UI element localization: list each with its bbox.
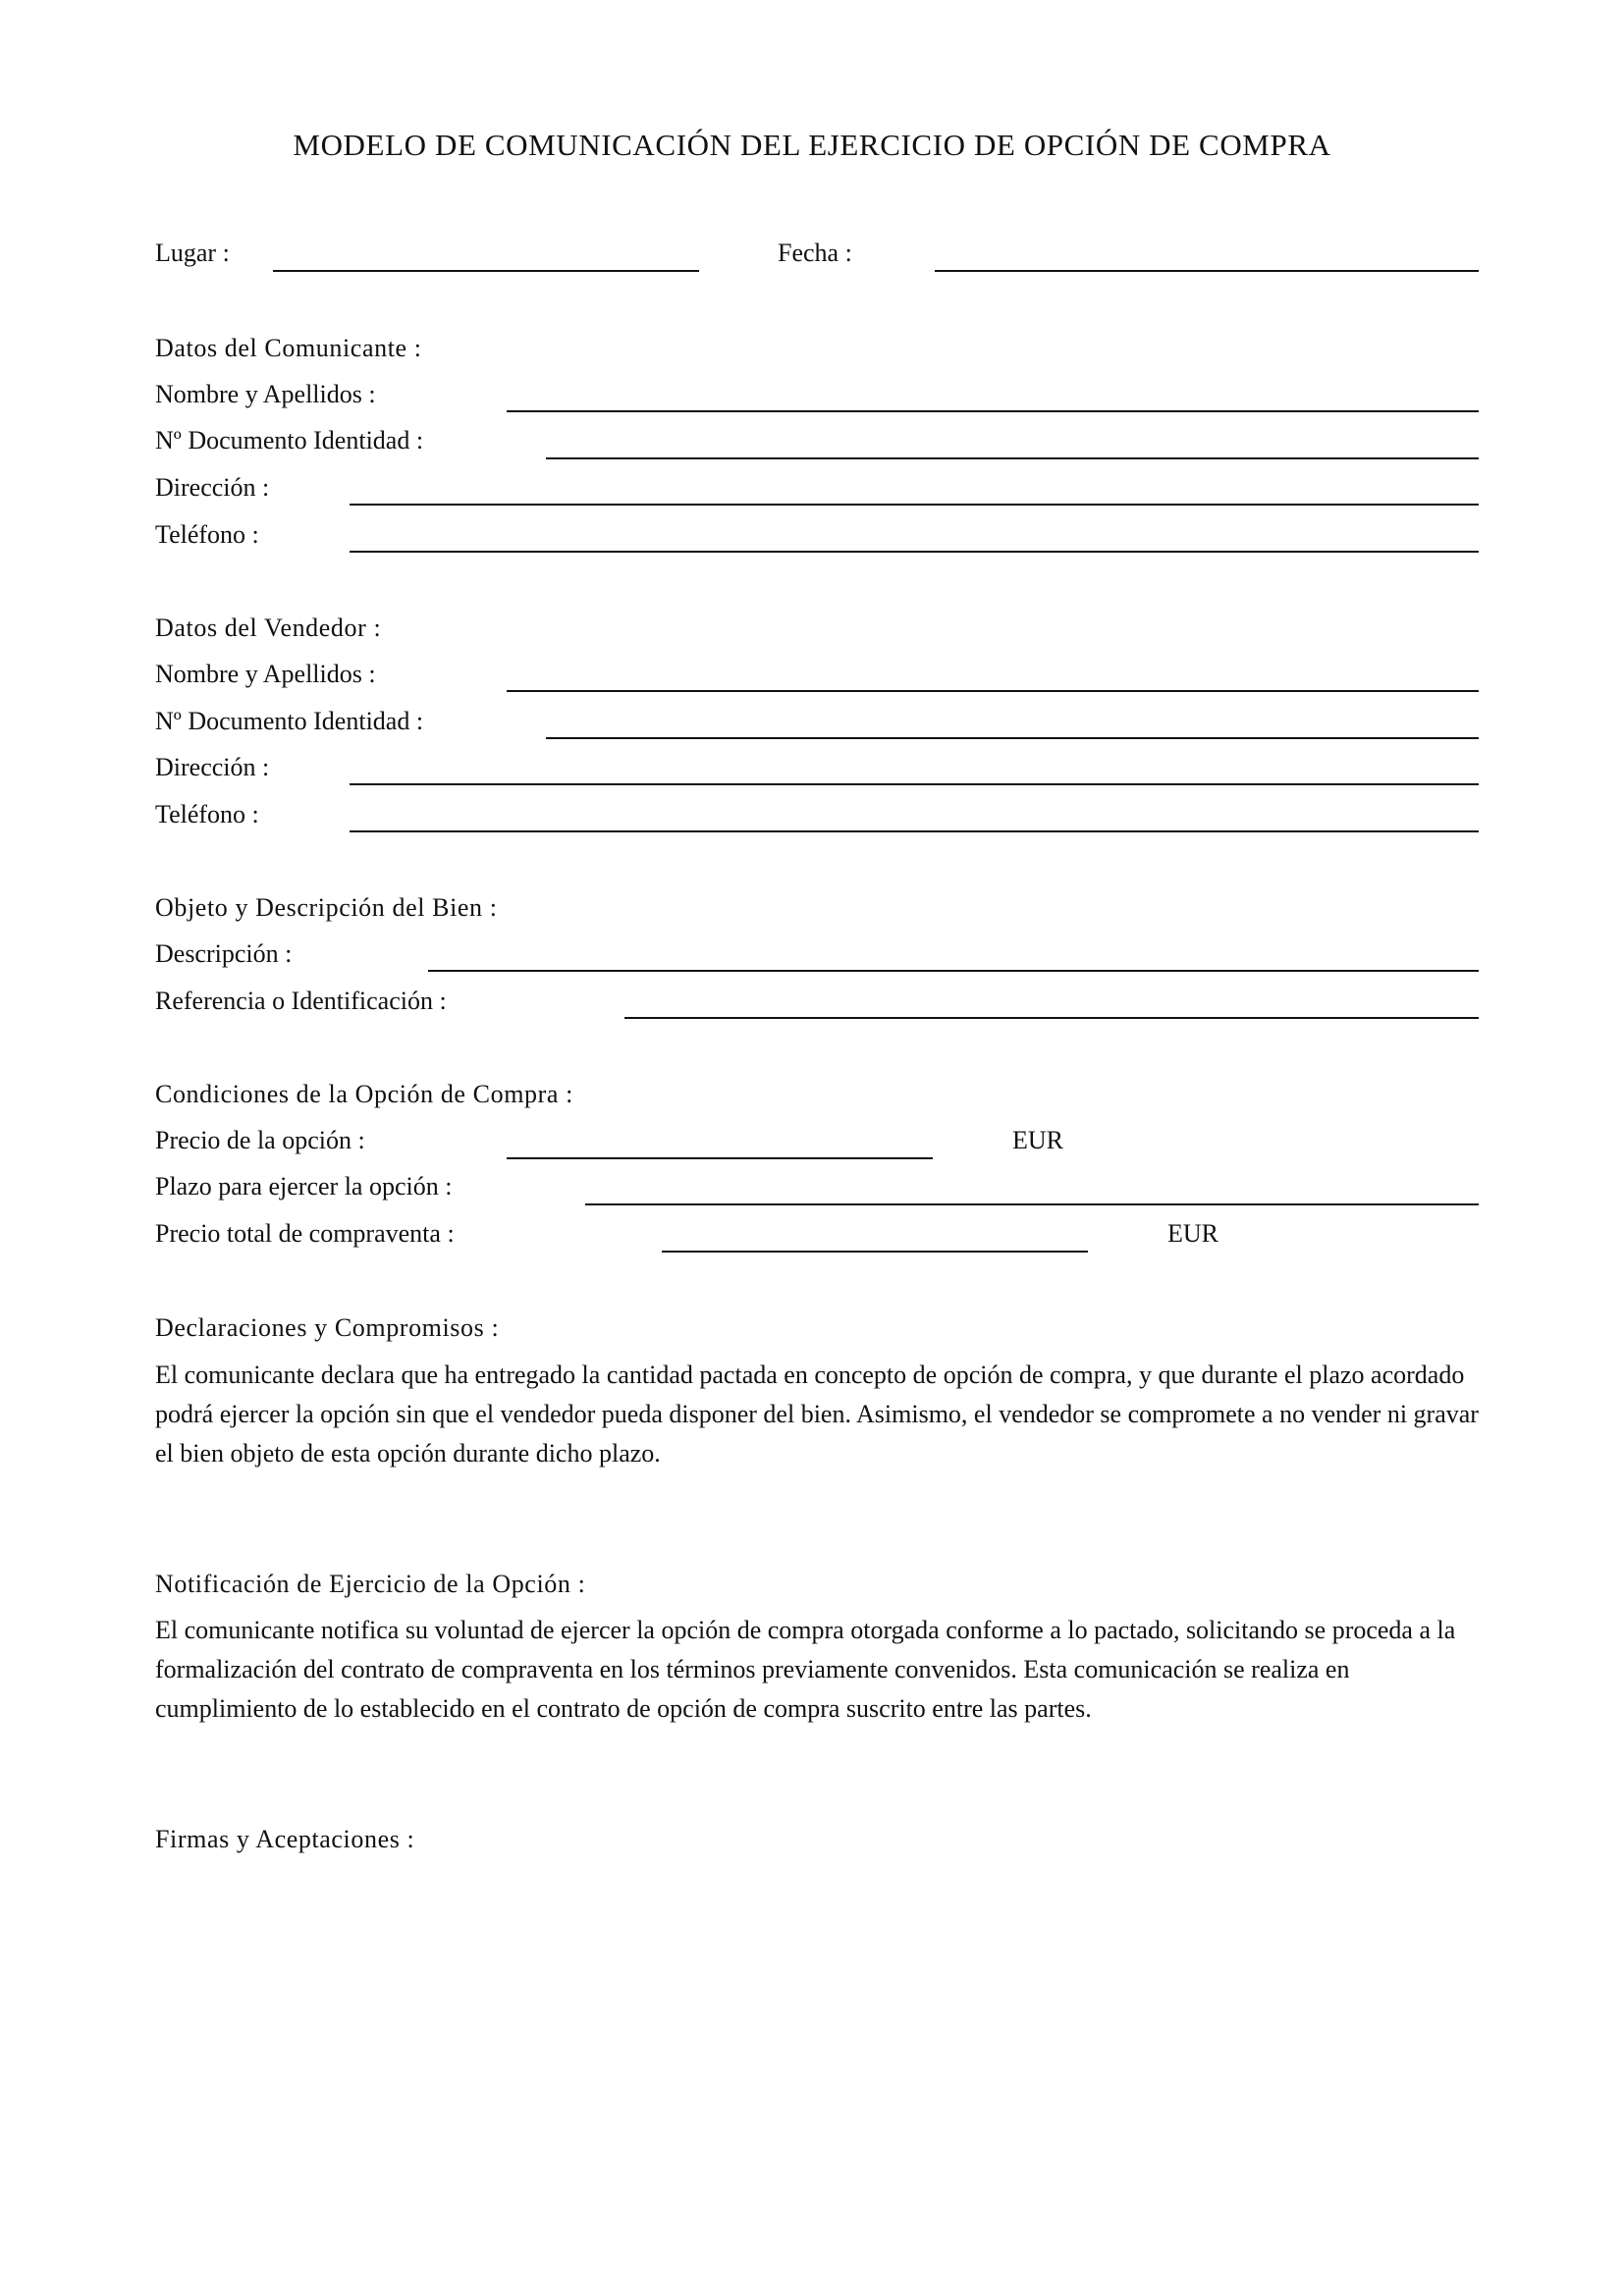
- plazo-label: Plazo para ejercer la opción :: [155, 1172, 453, 1201]
- vendedor-documento-label: Nº Documento Identidad :: [155, 707, 424, 735]
- comunicante-nombre-line[interactable]: [507, 410, 1479, 412]
- comunicante-documento-line[interactable]: [546, 457, 1479, 459]
- vendedor-telefono-label: Teléfono :: [155, 800, 259, 828]
- precio-total-label: Precio total de compraventa :: [155, 1219, 455, 1248]
- bien-referencia-line[interactable]: [624, 1017, 1479, 1019]
- precio-opcion-currency: EUR: [1012, 1126, 1063, 1154]
- lugar-label: Lugar :: [155, 239, 230, 267]
- vendedor-direccion-label: Dirección :: [155, 753, 270, 781]
- bien-referencia-label: Referencia o Identificación :: [155, 987, 447, 1015]
- precio-total-line[interactable]: [662, 1251, 1088, 1253]
- comunicante-nombre-label: Nombre y Apellidos :: [155, 380, 376, 408]
- comunicante-telefono-line[interactable]: [350, 551, 1479, 553]
- vendedor-direccion-line[interactable]: [350, 783, 1479, 785]
- notificacion-text: El comunicante notifica su voluntad de ejercer la opción de compra otorgada conforme a lo pactado, solicitando se proceda a la formalización del contrato de compraventa en los términos previamente convenidos. Esta comunicación se realiza en cumplimiento de lo establecido en el contrato de opción de compra suscrito entre las partes.: [155, 1616, 1456, 1723]
- vendedor-heading: Datos del Vendedor :: [155, 614, 382, 642]
- comunicante-heading: Datos del Comunicante :: [155, 334, 422, 362]
- vendedor-telefono-line[interactable]: [350, 830, 1479, 832]
- fecha-label: Fecha :: [778, 239, 852, 267]
- precio-total-currency: EUR: [1167, 1219, 1218, 1248]
- bien-descripcion-line[interactable]: [428, 970, 1479, 972]
- lugar-field-line[interactable]: [273, 270, 699, 272]
- bien-descripcion-label: Descripción :: [155, 939, 293, 968]
- precio-opcion-line[interactable]: [507, 1157, 933, 1159]
- vendedor-nombre-line[interactable]: [507, 690, 1479, 692]
- declaraciones-heading: Declaraciones y Compromisos :: [155, 1313, 500, 1342]
- notificacion-heading: Notificación de Ejercicio de la Opción :: [155, 1570, 586, 1598]
- fecha-field-line[interactable]: [935, 270, 1479, 272]
- vendedor-nombre-label: Nombre y Apellidos :: [155, 660, 376, 688]
- precio-opcion-label: Precio de la opción :: [155, 1126, 365, 1154]
- declaraciones-text: El comunicante declara que ha entregado la cantidad pactada en concepto de opción de compra, y que durante el plazo acordado podrá ejercer la opción sin que el vendedor pueda disponer del bien. Asimismo, el vendedor se compromete a no vender ni gravar el bien objeto de esta opción durante dicho plazo.: [155, 1361, 1479, 1468]
- comunicante-direccion-label: Dirección :: [155, 473, 270, 502]
- vendedor-documento-line[interactable]: [546, 737, 1479, 739]
- comunicante-direccion-line[interactable]: [350, 504, 1479, 506]
- comunicante-documento-label: Nº Documento Identidad :: [155, 426, 424, 454]
- plazo-line[interactable]: [585, 1203, 1479, 1205]
- comunicante-telefono-label: Teléfono :: [155, 520, 259, 549]
- document-title: MODELO DE COMUNICACIÓN DEL EJERCICIO DE OPCIÓN DE COMPRA: [293, 128, 1331, 162]
- condiciones-heading: Condiciones de la Opción de Compra :: [155, 1080, 573, 1108]
- bien-heading: Objeto y Descripción del Bien :: [155, 893, 498, 922]
- firmas-heading: Firmas y Aceptaciones :: [155, 1825, 415, 1853]
